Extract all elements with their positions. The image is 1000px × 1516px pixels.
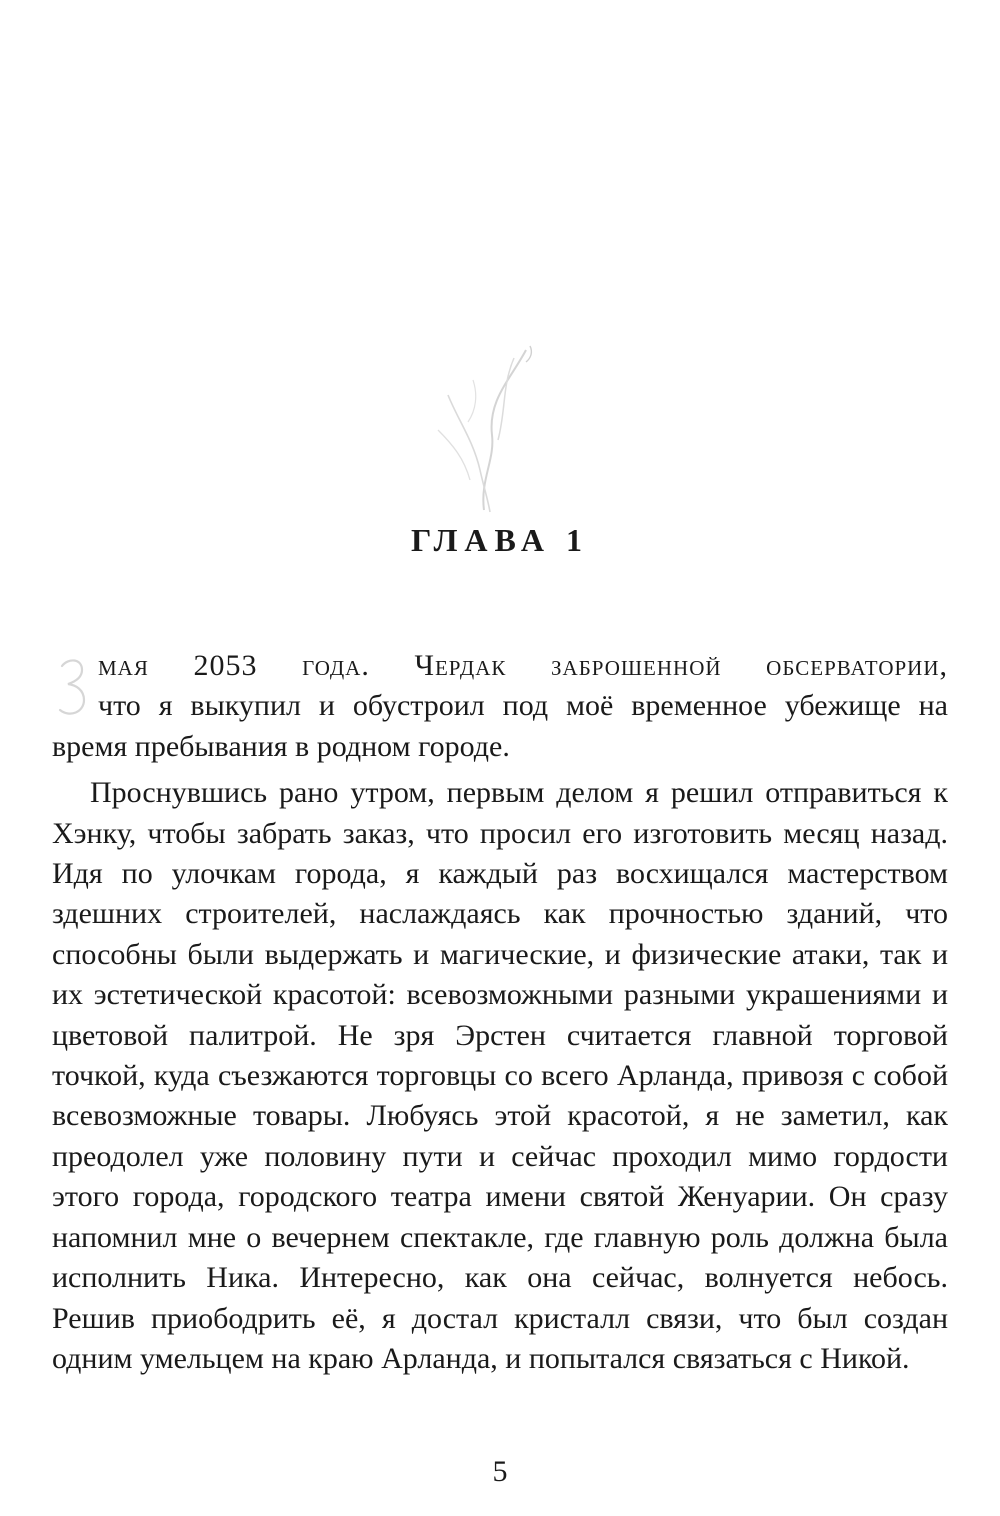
paragraph-1-line-3: время пребывания в родном городе. — [52, 729, 510, 763]
paragraph-1 — [52, 646, 948, 767]
paragraph-1-line-2: что я выкупил и обустроил под моё временное убежище на — [98, 689, 948, 723]
chapter-title: ГЛАВА 1 — [411, 522, 589, 558]
flourish-ornament-icon — [418, 340, 548, 520]
body-text — [52, 646, 948, 1379]
paragraph-2: Проснувшись рано утром, первым делом я решил отправиться к Хэнку, чтобы забрать заказ, что просил его изготовить месяц назад. Идя по улочкам города, я каждый раз восхищался мастерством здешних строителей, наслаждаясь как прочностью зданий, что способны были выдержать и магические, и физические атаки, так и их эстетической красотой: всевозможными разными украшениями и цветовой палитрой. Не зря Эрстен считается главной торговой точкой, куда съезжаются торговцы со всего Арланда, привозя с собой всевозможные товары. Любуясь этой красотой, я не заметил, как преодолел уже половину пути и сейчас проходил мимо гордости этого города, городского театра имени святой Женуарии. Он сразу напомнил мне о вечернем спектакле, где главную роль должна была исполнить Ника. Интересно, как она сейчас, волнуется небось. Решив приободрить её, я достал кристалл связи, что был создан одним умельцем на краю Арланда, и попытался связаться с Никой. — [52, 776, 948, 1375]
page-number: 5 — [492, 1455, 508, 1488]
paragraph-1-line-1: мая 2053 года. Чердак заброшенной обсерватории, — [98, 649, 948, 682]
dropcap-icon — [54, 654, 90, 720]
